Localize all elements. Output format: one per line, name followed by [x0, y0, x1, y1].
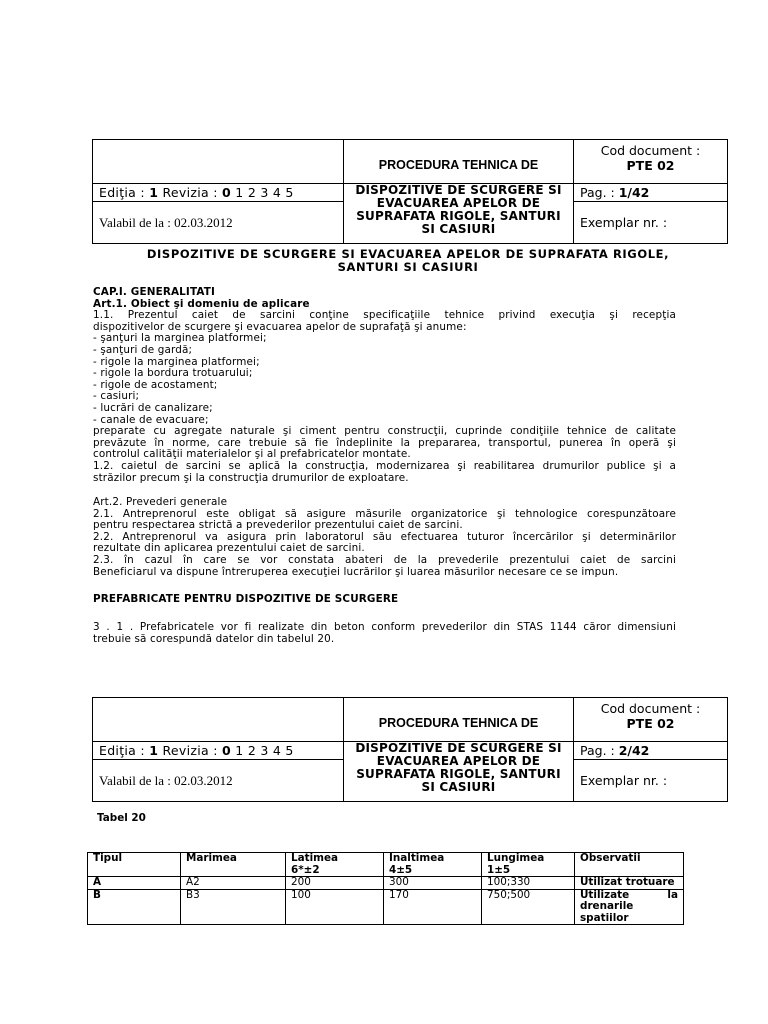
subject-cell: [344, 742, 574, 802]
list-item: - şanţuri de gardă;: [93, 343, 193, 356]
subject-line: SI CASIURI: [421, 222, 496, 236]
list-item: - lucrări de canalizare;: [93, 401, 213, 414]
table-cell: B3: [181, 889, 286, 925]
editia-value: 1: [149, 185, 159, 200]
editia-label: Ediţia :: [99, 185, 150, 200]
column-header-subtext: 4±5: [389, 863, 413, 876]
section-heading: PREFABRICATE PENTRU DISPOZITIVE DE SCURGERE: [93, 593, 399, 605]
pag-label: Pag. :: [580, 185, 619, 200]
valabil-cell: Valabil de la : 02.03.2012: [93, 202, 344, 244]
valabil-cell: Valabil de la : 02.03.2012: [93, 760, 344, 802]
table-row: [88, 877, 684, 890]
cod-cell: [574, 140, 728, 184]
pag-value: 1/42: [618, 185, 650, 200]
list-item: - canale de evacuare;: [93, 413, 209, 426]
document-header-page-2: [92, 697, 728, 802]
cod-document-label: Cod document :: [600, 701, 701, 716]
document-title-line: SANTURI SI CASIURI: [337, 260, 479, 274]
paragraph-line: străzilor precum şi la construcţia drumurilor de exploatare.: [93, 471, 409, 484]
revizia-label: Revizia :: [158, 743, 223, 758]
table-cell: 100;330: [482, 877, 575, 890]
section-prefabricate: [93, 594, 676, 606]
revizia-rest: 1 2 3 4 5: [231, 185, 294, 200]
subject-line: DISPOZITIVE DE SCURGERE SI: [355, 183, 562, 197]
subject-line: EVACUAREA APELOR DE: [376, 754, 541, 768]
table-cell: 100: [286, 889, 384, 925]
subject-line: SI CASIURI: [421, 780, 496, 794]
subject-line: DISPOZITIVE DE SCURGERE SI: [355, 741, 562, 755]
document-title-line: DISPOZITIVE DE SCURGERE SI EVACUAREA APELOR DE SUPRAFATA RIGOLE,: [146, 247, 670, 261]
table-caption: Tabel 20: [97, 812, 146, 824]
table-cell: B: [88, 889, 181, 925]
paragraph-line: controlul calităţii materialelor şi al prefabricatelor montate.: [93, 448, 411, 461]
paragraph-line: preparate cu agregate naturale şi ciment pentru construcţii, cuprinde condiţiile tehnice de calitate: [93, 425, 676, 438]
column-header-text: Observatii: [580, 852, 641, 864]
subject-cell: [344, 184, 574, 244]
column-header: [181, 853, 286, 877]
table-20: [87, 852, 684, 925]
document-header-page-1: [92, 139, 728, 244]
cod-document-label: Cod document :: [600, 143, 701, 158]
paragraph-line: 2.3. în cazul în care se vor constata abateri de la prevederile prezentului caiet de sarcini: [93, 553, 676, 566]
list-item: - rigole la bordura trotuarului;: [93, 367, 253, 380]
editia-cell: [93, 184, 344, 202]
subject-line: SUPRAFATA RIGOLE, SANTURI: [356, 767, 561, 781]
exemplar-cell: Exemplar nr. :: [574, 202, 728, 244]
table-cell: Utilizate la drenarile spatiilor: [575, 889, 684, 925]
revizia-rest: 1 2 3 4 5: [231, 743, 294, 758]
paragraph-line: 1.1. Prezentul caiet de sarcini conţine specificaţiile tehnice privind execuţia şi recepţia: [93, 309, 676, 322]
column-header-text: Lungimea: [487, 852, 545, 864]
procedure-cell: [344, 140, 574, 184]
editia-cell: [93, 742, 344, 760]
table-cell: 300: [384, 877, 482, 890]
editia-label: Ediţia :: [99, 743, 150, 758]
list-item: - şanţuri la marginea platformei;: [93, 332, 267, 345]
list-item: - rigole la marginea platformei;: [93, 355, 260, 368]
table-cell: 200: [286, 877, 384, 890]
pag-value: 2/42: [618, 743, 650, 758]
table-cell: Utilizat trotuare: [575, 877, 684, 890]
table-cell: A: [88, 877, 181, 890]
revizia-value: 0: [222, 743, 232, 758]
editia-value: 1: [149, 743, 159, 758]
cod-document-value: PTE 02: [626, 158, 675, 173]
subject-line: EVACUAREA APELOR DE: [376, 196, 541, 210]
paragraph-line: trebuie să corespundă datelor din tabelul 20.: [93, 632, 335, 645]
table-cell: A2: [181, 877, 286, 890]
table-cell: 170: [384, 889, 482, 925]
exemplar-cell: Exemplar nr. :: [574, 760, 728, 802]
header-blank-cell: [93, 140, 344, 184]
list-item: - rigole de acostament;: [93, 378, 218, 391]
column-header: [286, 853, 384, 877]
cod-cell: [574, 698, 728, 742]
paragraph-line: Beneficiarul va dispune întreruperea execuţiei lucrărilor şi luarea măsurilor necesare ce se impun.: [93, 565, 619, 578]
pag-cell: [574, 184, 728, 202]
column-header: [482, 853, 575, 877]
subject-line: SUPRAFATA RIGOLE, SANTURI: [356, 209, 561, 223]
procedure-label: PROCEDURA TEHNICA DE: [378, 157, 539, 172]
pag-cell: [574, 742, 728, 760]
procedure-cell: [344, 698, 574, 742]
procedure-label: PROCEDURA TEHNICA DE: [378, 715, 539, 730]
paragraph-line: prevăzute în norme, care trebuie să fie îndeplinite la prepararea, transportul, punerea în operă şi: [93, 436, 676, 449]
paragraph-line: 2.2. Antreprenorul va asigura prin laboratorul său efectuarea tuturor încercărilor şi determinărilor: [93, 530, 676, 543]
paragraph-line: 2.1. Antreprenorul este obligat să asigure măsurile organizatorice şi tehnologice corespunzătoare: [93, 507, 676, 520]
revizia-label: Revizia :: [158, 185, 223, 200]
column-header-subtext: 6*±2: [291, 863, 320, 876]
table-header-row: [88, 853, 684, 877]
article-heading: Art.2. Prevederi generale: [93, 496, 228, 508]
paragraph-line: 3 . 1 . Prefabricatele vor fi realizate din beton conform prevederilor din STAS 1144 căror dimensiuni: [93, 621, 676, 633]
table-row: [88, 889, 684, 925]
section-prefabricate-text: [93, 622, 676, 645]
column-header-subtext: 1±5: [487, 863, 511, 876]
paragraph-line: dispozitivelor de scurgere şi evacuarea apelor de suprafaţă şi anume:: [93, 320, 467, 333]
header-blank-cell: [93, 698, 344, 742]
chapter-heading: CAP.I. GENERALITATI: [93, 286, 216, 298]
section-prevederi-generale: [93, 497, 676, 578]
section-generalitati: [93, 287, 676, 484]
column-header: [384, 853, 482, 877]
paragraph-line: 1.2. caietul de sarcini se aplică la construcţia, modernizarea şi reabilitarea drumurilor publice şi a: [93, 459, 676, 472]
article-heading: Art.1. Obiect şi domeniu de aplicare: [93, 297, 310, 310]
paragraph-line: rezultate din aplicarea prezentului caiet de sarcini.: [93, 542, 365, 555]
column-header: [88, 853, 181, 877]
paragraph-line: pentru respectarea strictă a prevederilor prezentului caiet de sarcini.: [93, 519, 463, 532]
column-header-text: Marimea: [186, 852, 237, 864]
column-header-text: Inaltimea: [389, 852, 445, 864]
document-title: [92, 248, 724, 274]
table-cell: 750;500: [482, 889, 575, 925]
revizia-value: 0: [222, 185, 232, 200]
column-header: [575, 853, 684, 877]
column-header-text: Tipul: [93, 852, 123, 864]
column-header-text: Latimea: [291, 852, 339, 864]
pag-label: Pag. :: [580, 743, 619, 758]
list-item: - casiuri;: [93, 390, 140, 403]
cod-document-value: PTE 02: [626, 716, 675, 731]
